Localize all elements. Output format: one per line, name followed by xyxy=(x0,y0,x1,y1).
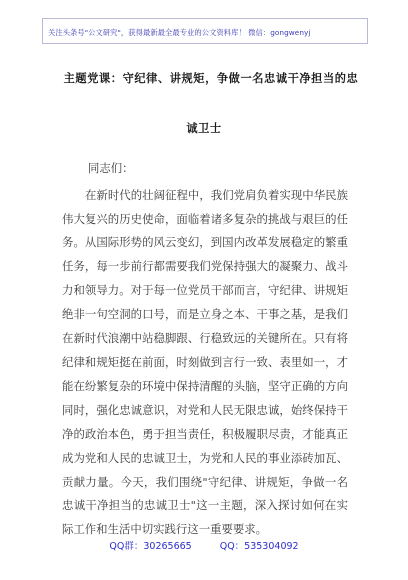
body-line: 伟大复兴的历史使命，面临着诸多复杂的挑战与艰巨的任 xyxy=(62,212,348,226)
body-line: 纪律和规矩挺在前面，时刻做到言行一致、表里如一，才 xyxy=(62,355,348,369)
body-line: 能在纷繁复杂的环境中保持清醒的头脑，坚守正确的方向 xyxy=(62,379,348,393)
body-line: 绝非一句空洞的口号，而是立身之本、干事之基，是我们 xyxy=(62,307,348,321)
document-title-line-1: 主题党课：守纪律、讲规矩，争做一名忠诚干净担当的忠 xyxy=(63,72,359,85)
footer-qq-number: QQ：535304092 xyxy=(219,541,299,552)
body-line: 忠诚干净担当的忠诚卫士"这一主题，深入探讨如何在实 xyxy=(62,498,348,512)
body-line: 任务，每一步前行都需要我们党保持强大的凝聚力、战斗 xyxy=(62,259,348,273)
body-line: 成为党和人民的忠诚卫士，为党和人民的事业添砖加瓦、 xyxy=(62,451,348,465)
body-line: 力和领导力。对于每一位党员干部而言，守纪律、讲规矩 xyxy=(62,283,348,297)
body-line: 在新时代浪潮中站稳脚跟、行稳致远的关键所在。只有将 xyxy=(62,331,348,345)
header-promo-text: 关注头条号"公文研究"，获得最新最全最专业的公文资料库！ 微信：gongwenyj xyxy=(48,28,311,37)
footer-contact xyxy=(0,541,408,553)
document-title-line-2: 诚卫士 xyxy=(186,122,222,135)
body-line: 同时，强化忠诚意识，对党和人民无限忠诚，始终保持干 xyxy=(62,403,348,417)
salutation: 同志们： xyxy=(88,161,134,175)
body-line: 净的政治本色，勇于担当责任，积极履职尽责，才能真正 xyxy=(62,427,348,441)
footer-qq-group: QQ群：30265665 xyxy=(109,541,192,552)
body-line: 际工作和生活中切实践行这一重要要求。 xyxy=(62,522,268,536)
body-line: 务。从国际形势的风云变幻，到国内改革发展稳定的繁重 xyxy=(62,235,348,249)
body-line: 贡献力量。今天，我们围绕"守纪律、讲规矩，争做一名 xyxy=(62,475,348,489)
body-line: 在新时代的壮阔征程中，我们党肩负着实现中华民族 xyxy=(85,188,348,202)
